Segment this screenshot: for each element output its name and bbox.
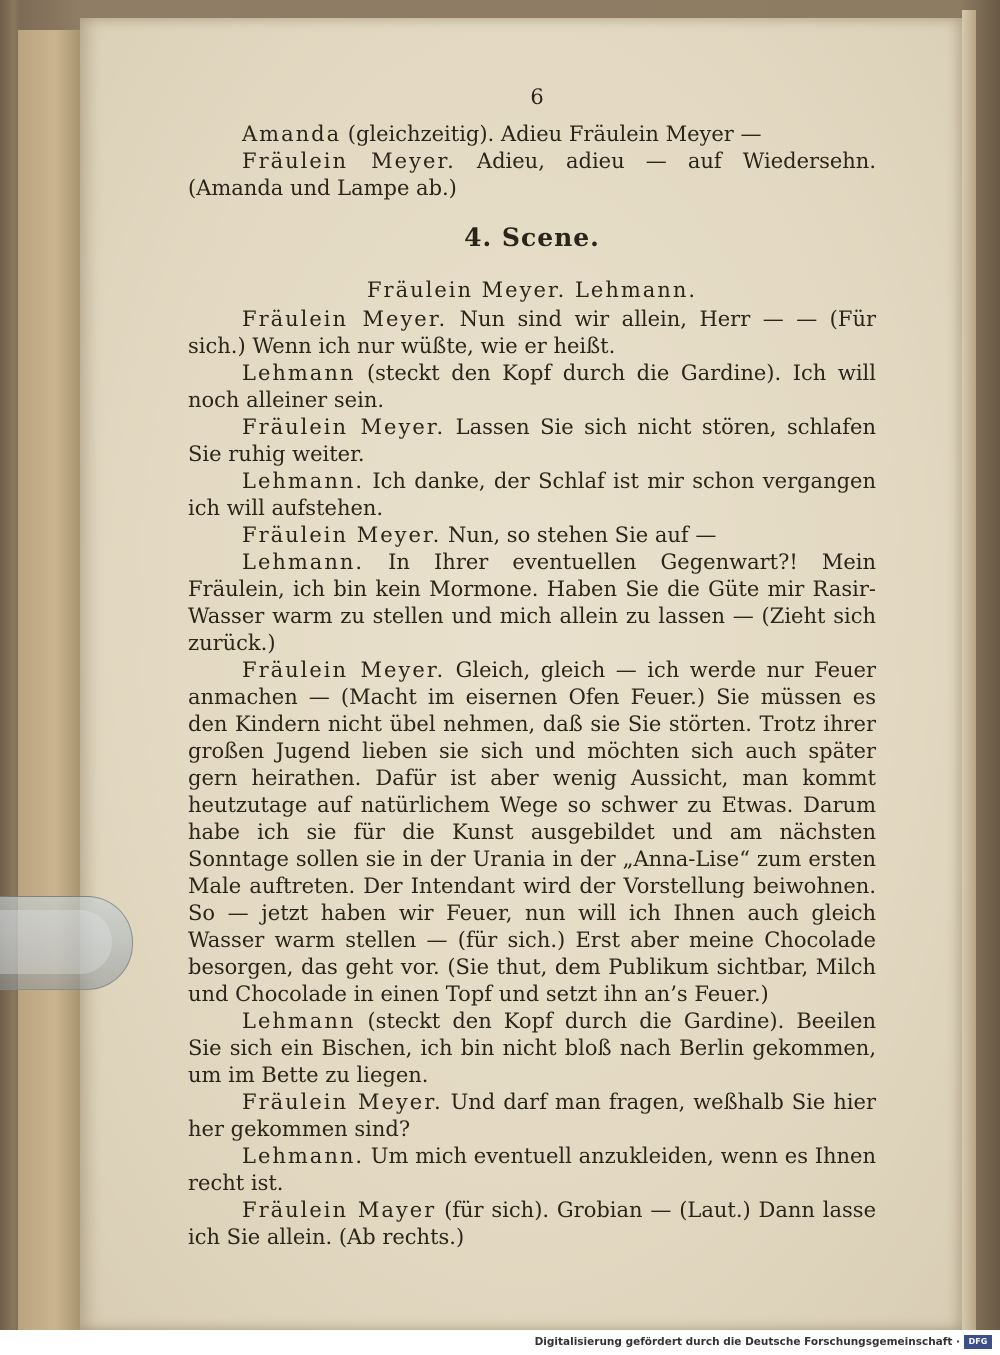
dialogue-line: [188, 1197, 876, 1251]
dialogue-text: Nun, so stehen Sie auf —: [441, 523, 717, 547]
dialogue-line: [188, 148, 876, 202]
footer-credit: Digitalisierung gefördert durch die Deutsche Forschungsgemeinschaft ·: [534, 1336, 960, 1348]
page-content: [188, 84, 876, 1251]
speaker-name: Lehmann: [242, 361, 356, 385]
page-stack-edge: [962, 10, 976, 1330]
dfg-logo-icon: DFG: [964, 1335, 992, 1349]
speaker-name: Fräulein Mayer: [242, 1198, 437, 1222]
dialogue-line: [188, 1143, 876, 1197]
dialogue-line: [188, 549, 876, 657]
speaker-name: Fräulein Meyer.: [242, 149, 456, 173]
dialogue-text: Um mich eventuell anzukleiden, wenn es Ihnen recht ist.: [188, 1144, 876, 1195]
speaker-name: Lehmann.: [242, 469, 365, 493]
dialogue-line: [188, 306, 876, 360]
page-number: 6: [530, 85, 544, 109]
dialogue-text: Nun sind wir allein, Herr — — (Für sich.) Wenn ich nur wüßte, wie er heißt.: [188, 307, 877, 358]
dialogue-line: [188, 1089, 876, 1143]
scene-title: 4. Scene.: [464, 223, 600, 252]
dialogue-text: Und darf man fragen, weßhalb Sie hier her gekommen sind?: [188, 1090, 876, 1141]
dialogue-text: Adieu, adieu — auf Wiedersehn. (Amanda und Lampe ab.): [188, 149, 876, 200]
dialogue-text: (für sich). Grobian — (Laut.) Dann lasse ich Sie allein. (Ab rechts.): [188, 1198, 876, 1249]
dialogue-line: [188, 657, 876, 1008]
speaker-name: Fräulein Meyer.: [242, 523, 442, 547]
speaker-name: Fräulein Meyer.: [242, 415, 446, 439]
speaker-name: Lehmann: [242, 1009, 356, 1033]
speaker-name: Amanda: [242, 122, 342, 146]
dialogue-text: In Ihrer eventuellen Gegenwart?! Mein Fräulein, ich bin kein Mormone. Haben Sie die Güte mir Rasir-Wasser warm zu stellen und mich allein zu lassen — (Zieht sich zurück.): [188, 550, 876, 655]
dialogue-text: Gleich, gleich — ich werde nur Feuer anmachen — (Macht im eisernen Ofen Feuer.) Sie müssen es den Kindern nicht übel nehmen, daß sie Sie störten. Trotz ihrer großen Jugend lieben sie sich und möchten sich auch später gern heirathen. Dafür ist aber wenig Aussicht, man kommt heutzutage auf natürlichem Wege so schwer zu Etwas. Darum habe ich sie für die Kunst ausgebildet und am nächsten Sonntage sollen sie in der Urania in der „Anna-Lise“ zum ersten Male auftreten. Der Intendant wird der Vorstellung beiwohnen. So — jetzt haben wir Feuer, nun will ich Ihnen auch gleich Wasser warm stellen — (für sich.) Erst aber meine Chocolade besorgen, das geht vor. (Sie thut, dem Publikum sichtbar, Milch und Chocolade in einen Topf und setzt ihn an’s Feuer.): [188, 658, 876, 1006]
dialogue-text: (steckt den Kopf durch die Gardine). Beeilen Sie sich ein Bischen, ich bin nicht bloß nach Berlin gekommen, um im Bette zu liegen.: [188, 1009, 876, 1087]
dialogue-text: (steckt den Kopf durch die Gardine). Ich will noch alleiner sein.: [188, 361, 876, 412]
dialogue-line: [188, 121, 876, 148]
speaker-name: Lehmann.: [242, 1144, 365, 1168]
dialogue-line: [188, 414, 876, 468]
plastic-clip-highlight: [0, 910, 112, 974]
speaker-name: Fräulein Meyer.: [242, 1090, 443, 1114]
cast-list: Fräulein Meyer. Lehmann.: [366, 278, 698, 302]
book-cover-edge: [18, 30, 81, 1330]
speaker-name: Lehmann.: [242, 550, 365, 574]
speaker-name: Fräulein Meyer.: [242, 307, 448, 331]
dialogue-line: [188, 468, 876, 522]
dialogue-text: Lassen Sie sich nicht stören, schlafen Sie ruhig weiter.: [188, 415, 876, 466]
dialogue-line: [188, 522, 876, 549]
dialogue-line: [188, 1008, 876, 1089]
dialogue-text: Ich danke, der Schlaf ist mir schon vergangen ich will aufstehen.: [188, 469, 876, 520]
speaker-name: Fräulein Meyer.: [242, 658, 446, 682]
dialogue-line: [188, 360, 876, 414]
dialogue-text: (gleichzeitig). Adieu Fräulein Meyer —: [341, 122, 762, 146]
footer-bar: [0, 1330, 1000, 1355]
